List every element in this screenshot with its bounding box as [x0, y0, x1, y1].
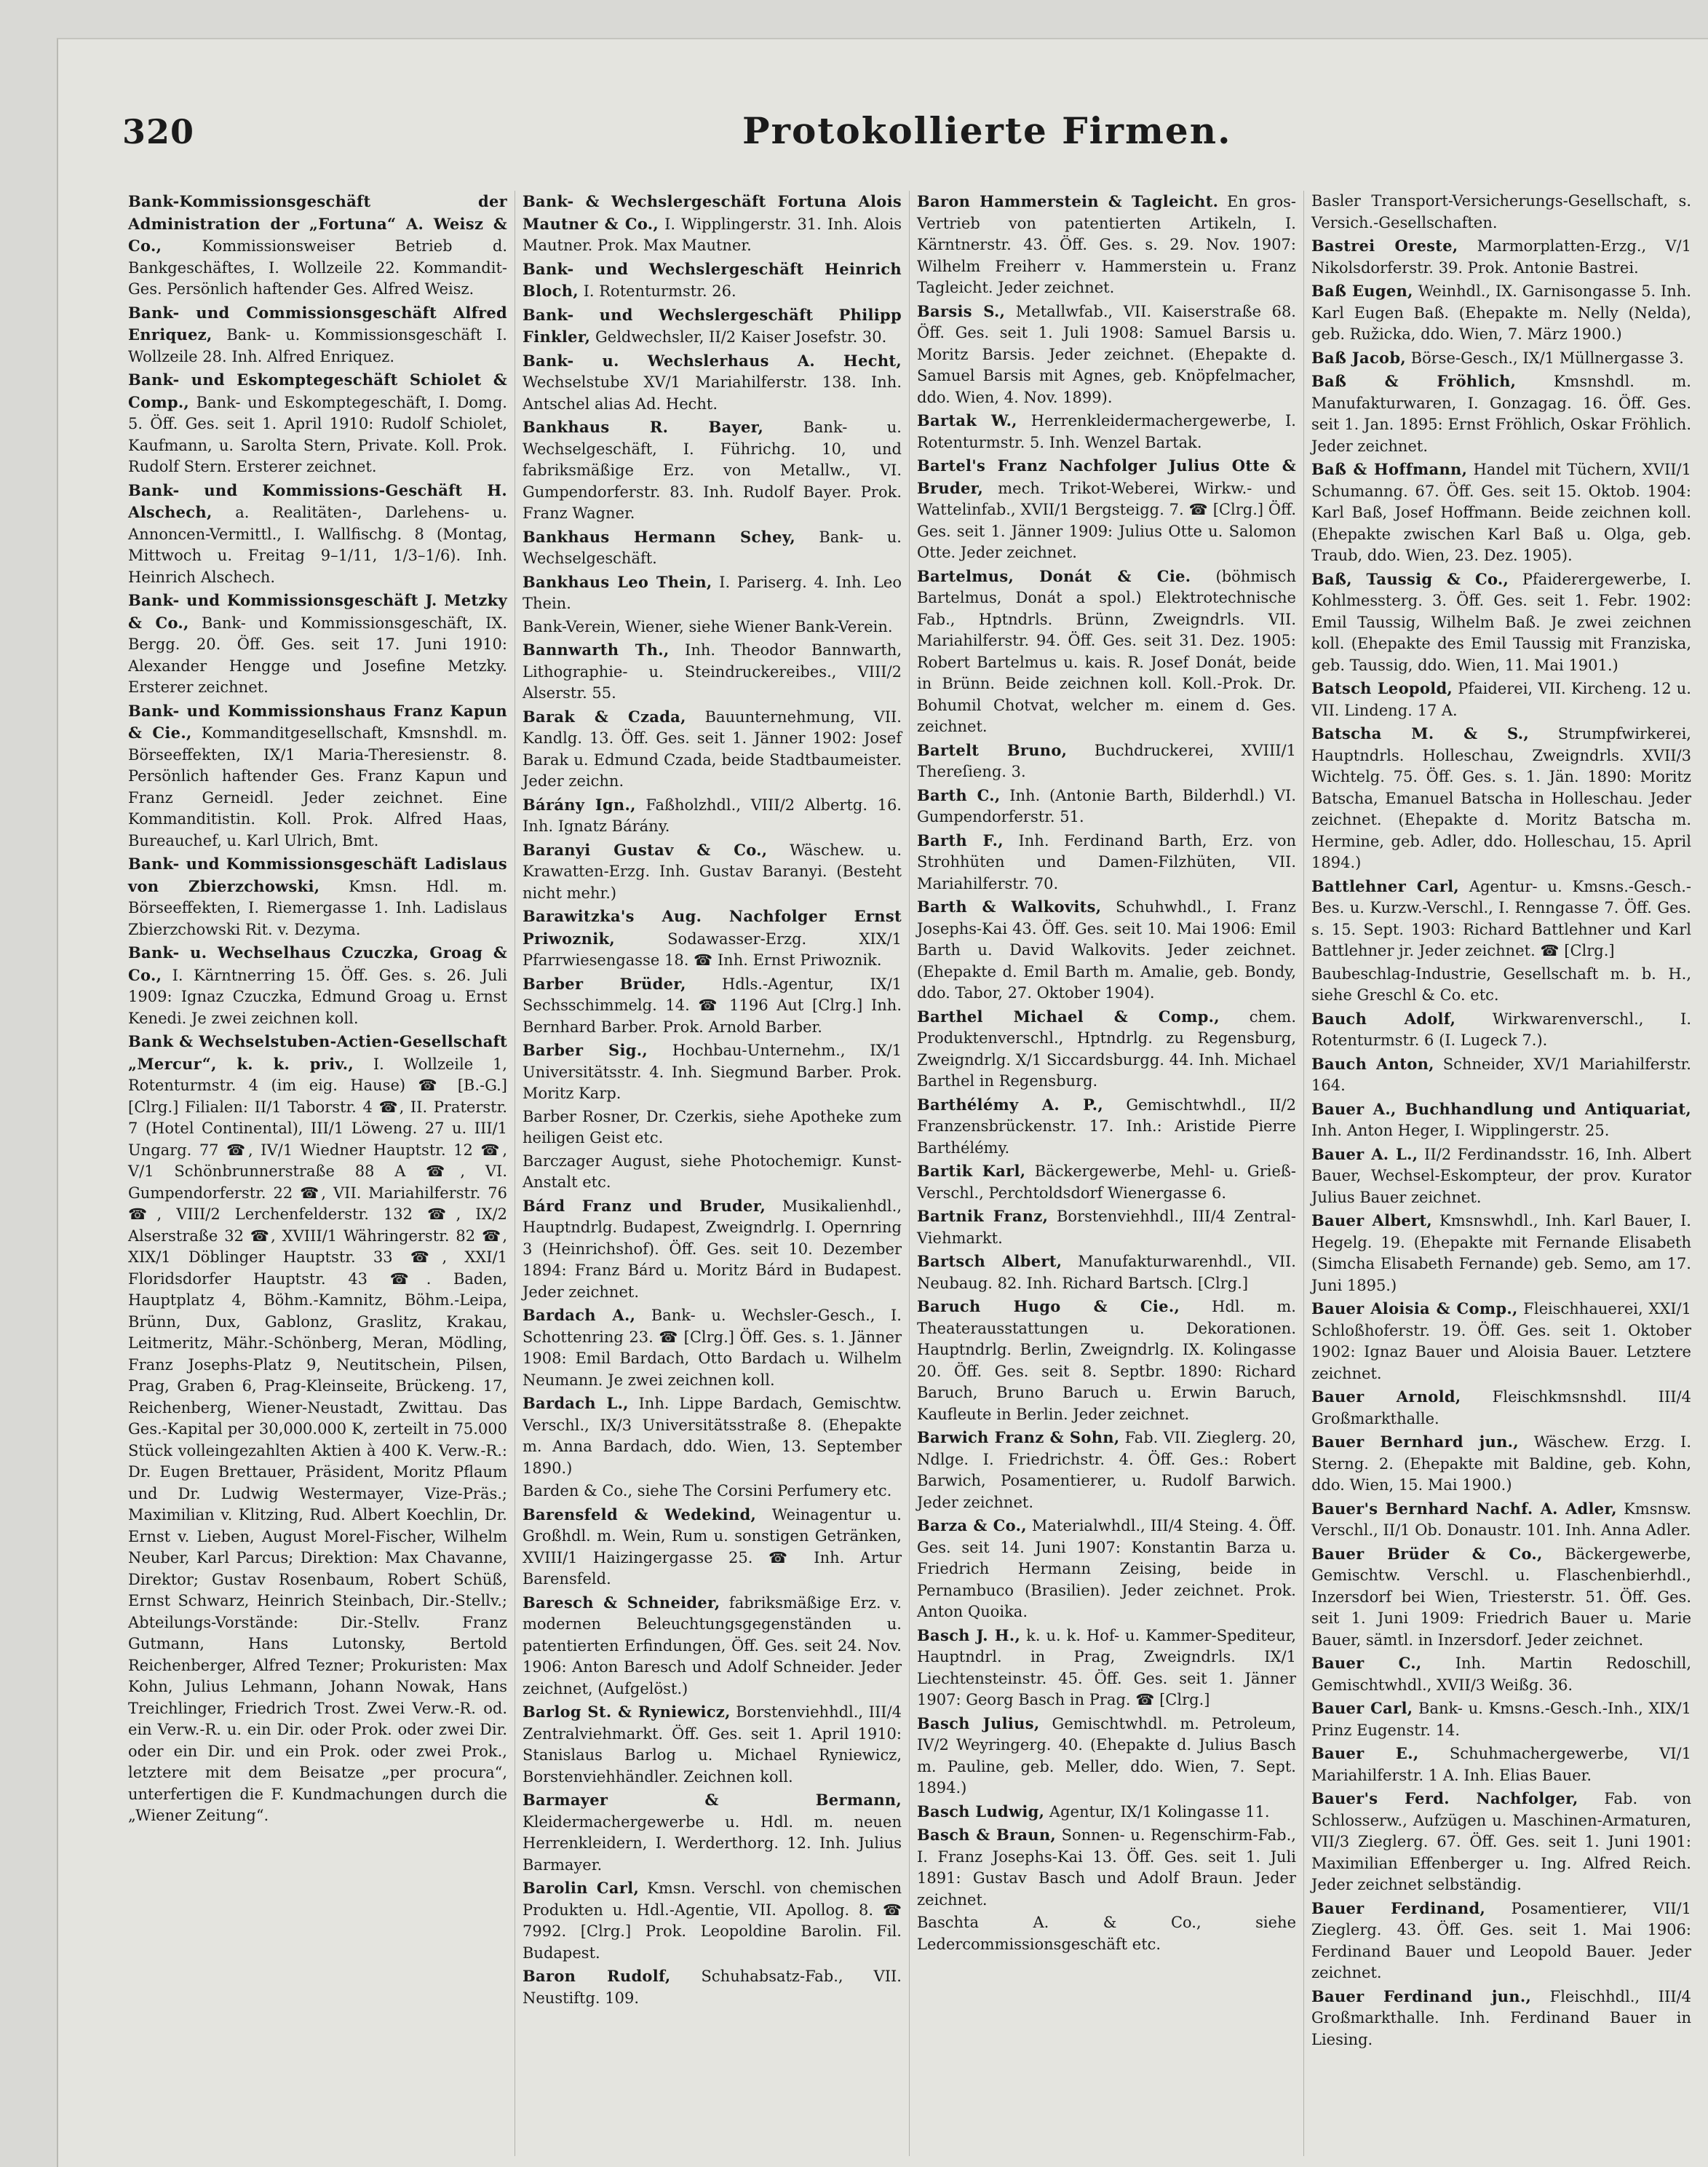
firm-name: Barthel Michael & Comp.,: [917, 1007, 1220, 1026]
firm-name: Barthélémy A. P.,: [917, 1095, 1104, 1114]
firm-entry: [523, 706, 902, 793]
firm-entry: [523, 191, 902, 257]
firm-entry: [523, 1039, 902, 1105]
firm-name: Bank- und Kommissionsgeschäft J. Metzky & Co.,: [128, 591, 507, 632]
firm-name: Baß Eugen,: [1311, 282, 1413, 300]
column-1: [121, 191, 515, 2156]
firm-details: Inh. (Antonie Barth, Bilderhdl.) VI. Gumpendorferstr. 51.: [917, 786, 1296, 825]
firm-entry: [523, 350, 902, 416]
directory-page: [57, 38, 1708, 2167]
firm-name: Batscha M. & S.,: [1311, 724, 1529, 742]
firm-entry: [1311, 191, 1691, 234]
firm-details: Pfaiderergewerbe, I. Kohlmessterg. 3. Öff. Ges. seit 1. Febr. 1902: Emil Taussig, Wilhelm Baß. Je zwei zeichnen koll. (Ehepakte des Emil Taussig mit Franziska, geb. Taussig, ddo. Wien, 11. Mai 1901.): [1311, 570, 1691, 674]
firm-entry: [128, 700, 507, 852]
firm-name: Bank- & Wechslergeschäft Fortuna Alois Mautner & Co.,: [523, 192, 902, 233]
firm-details: Bauunternehmung, VII. Kandlg. 13. Öff. Ges. seit 1. Jänner 1902: Josef Barak u. Edmund Czada, beide Stadtbaumeister. Jeder zeichn.: [523, 708, 902, 790]
firm-details: Inh. Anton Heger, I. Wipplingerstr. 25.: [1311, 1122, 1610, 1139]
firm-entry: [128, 191, 507, 301]
firm-name: Barak & Czada,: [523, 707, 686, 726]
firm-details: mech. Trikot-Weberei, Wirkw.- und Wattelinfab., XVII/1 Bergsteigg. 7. ☎ [Clrg.] Öff. Ges. seit 1. Jänner 1909: Julius Otte u. Salomon Otte. Jeder zeichnet.: [917, 479, 1296, 561]
firm-details: Wäschew. Erzg. I. Sterng. 2. (Ehepakte mit Baldine, geb. Kohn, ddo. Wien, 15. Mai 1900.): [1311, 1433, 1691, 1494]
firm-name: Bárd Franz und Bruder,: [523, 1196, 766, 1215]
directory-columns: [121, 191, 1700, 2156]
firm-details: Fleischkmsnshdl. III/4 Großmarkthalle.: [1311, 1388, 1691, 1427]
firm-name: Barmayer & Bermann,: [523, 1791, 902, 1809]
firm-entry: [523, 1106, 902, 1149]
firm-name: Bartelmus, Donát & Cie.: [917, 566, 1191, 585]
firm-entry: [1311, 1386, 1691, 1430]
firm-details: Baschta A. & Co., siehe Ledercommissionsgeschäft etc.: [917, 1914, 1296, 1953]
firm-details: Bank- u. Wechselgeschäft.: [523, 528, 902, 567]
column-3: [910, 191, 1304, 2156]
firm-entry: [128, 942, 507, 1029]
firm-name: Bartel's Franz Nachfolger Julius Otte & Bruder,: [917, 456, 1296, 497]
firm-name: Basch Julius,: [917, 1714, 1040, 1732]
firm-details: Kmsnshdl. m. Manufakturwaren, I. Gonzagag. 16. Öff. Ges. seit 1. Jan. 1895: Ernst Fröhlich, Oskar Fröhlich. Jeder zeichnet.: [1311, 373, 1691, 455]
firm-entry: [917, 566, 1296, 738]
firm-details: fabriksmäßige Erz. v. modernen Beleuchtungsgegenständen u. patentierten Erfindungen, Öff. Ges. seit 24. Nov. 1906: Anton Baresch und Adolf Schneider. Jeder zeichnet, (Aufgelöst.): [523, 1593, 902, 1697]
firm-details: Hdls.-Agentur, IX/1 Sechsschimmelg. 14. ☎ 1196 Aut [Clrg.] Inh. Bernhard Barber. Prok. Arnold Barber.: [523, 975, 902, 1036]
firm-details: Schuhabsatz-Fab., VII. Neustiftg. 109.: [523, 1968, 902, 2007]
firm-name: Bank- und Kommissionshaus Franz Kapun & Cie.,: [128, 701, 507, 742]
firm-entry: [523, 416, 902, 525]
firm-details: Agentur, IX/1 Kolingasse 11.: [1049, 1802, 1270, 1821]
firm-details: Bank- und Eskomptegeschäft, I. Domg. 5. Öff. Ges. seit 1. April 1910: Rudolf Schiolet, Kaufmann, u. Sarolta Stern, Private. Koll. Prok. Rudolf Stern. Ersterer zeichnet.: [128, 393, 507, 475]
page-title: Protokollierte Firmen.: [742, 109, 1232, 152]
firm-name: Bartelt Bruno,: [917, 740, 1068, 759]
firm-name: Baruch Hugo & Cie.,: [917, 1297, 1180, 1315]
firm-entry: [128, 369, 507, 478]
firm-details: Agentur- u. Kmsns.-Gesch.-Bes. u. Kurzw.-Verschl., I. Renngasse 7. Öff. Ges. s. 15. Sept. 1903: Richard Battlehner und Karl Battlehner jr. Jeder zeichnet. ☎ [Clrg.]: [1311, 877, 1692, 959]
firm-details: Borstenviehhdl., III/4 Zentralviehmarkt. Öff. Ges. seit 1. April 1910: Stanislaus Barlog u. Michael Ryniewicz, Borstenviehhändler. Zeichnen koll.: [523, 1703, 902, 1786]
firm-name: Barolin Carl,: [523, 1879, 640, 1897]
firm-entry: [1311, 678, 1691, 721]
firm-entry: [1311, 1431, 1691, 1497]
firm-details: k. u. k. Hof- u. Kammer-Spediteur, Hauptndrl. in Prag, Zweigndrls. IX/1 Liechtensteinstr. 45. Öff. Ges. seit 1. Jänner 1907: Georg Basch in Prag. ☎ [Clrg.]: [917, 1626, 1296, 1708]
firm-details: Fleischhauerei, XXI/1 Schloßhoferstr. 19. Öff. Ges. seit 1. Oktober 1902: Ignaz Bauer und Aloisia Bauer. Letztere zeichnet.: [1311, 1300, 1691, 1382]
firm-entry: [523, 1877, 902, 1964]
column-2: [515, 191, 910, 2156]
firm-entry: [523, 1481, 902, 1502]
firm-entry: [1311, 876, 1691, 962]
firm-details: chem. Produktenverschl., Hptndrlg. zu Regensburg, Zweigndrlg. X/1 Siccardsburgg. 44. Inh. Michael Barthel in Regensburg.: [917, 1007, 1296, 1090]
firm-name: Baresch & Schneider,: [523, 1593, 720, 1612]
firm-details: Inh. Theodor Bannwarth, Lithographie- u. Steindruckereibes., VIII/2 Alserstr. 55.: [523, 641, 902, 702]
firm-details: Hochbau-Unternehm., IX/1 Universitätsstr. 4. Inh. Siegmund Barber. Prok. Moritz Karp.: [523, 1042, 902, 1102]
firm-details: Fab. VII. Zieglerg. 20, Ndlge. I. Friedrichstr. 4. Öff. Ges.: Robert Barwich, Posamentierer, u. Rudolf Barwich. Jeder zeichnet.: [917, 1429, 1296, 1511]
firm-name: Bardach A.,: [523, 1306, 636, 1324]
firm-entry: [1311, 964, 1691, 1007]
firm-entry: [523, 839, 902, 905]
firm-name: Bauer A., Buchhandlung und Antiquariat,: [1311, 1099, 1691, 1118]
firm-entry: [1311, 1008, 1691, 1052]
firm-details: Basler Transport-Versicherungs-Gesellschaft, s. Versich.-Gesellschaften.: [1311, 192, 1691, 231]
firm-entry: [523, 1304, 902, 1391]
firm-entry: [1311, 347, 1691, 370]
firm-entry: [917, 1824, 1296, 1911]
firm-entry: [1311, 1788, 1691, 1896]
firm-details: II/2 Ferdinandsstr. 16, Inh. Albert Bauer, Wechsel-Eskompteur, der prov. Kurator Julius Bauer zeichnet.: [1311, 1145, 1691, 1206]
firm-entry: [1311, 459, 1691, 567]
firm-name: Bauer E.,: [1311, 1744, 1419, 1762]
firm-entry: [1311, 1898, 1691, 1984]
firm-details: Kmsn. Verschl. von chemischen Produkten u. Hdl.-Agentie, VII. Apollog. 8. ☎ 7992. [Clrg.] Prok. Leopoldine Barolin. Fil. Budapest.: [523, 1879, 902, 1962]
firm-details: Hdl. m. Theaterausstattungen u. Dekorationen. Hauptndrlg. Berlin, Zweigndrlg. IX. Kolingasse 20. Öff. Ges. seit 8. Septbr. 1890: Richard Baruch, Bruno Baruch u. Erwin Baruch, Kaufleute in Berlin. Jeder zeichnet.: [917, 1298, 1296, 1423]
firm-details: Materialwhdl., III/4 Steing. 4. Öff. Ges. seit 14. Juni 1907: Konstantin Barza u. Friedrich Hermann Zeising, beide in Pernambuco (Brasilien). Jeder zeichnet. Prok. Anton Quoika.: [917, 1517, 1297, 1620]
firm-details: Barden & Co., siehe The Corsini Perfumery etc.: [523, 1482, 892, 1500]
firm-name: Bartsch Albert,: [917, 1252, 1062, 1270]
firm-entry: [128, 302, 507, 368]
firm-entry: [1311, 1210, 1691, 1296]
firm-entry: [128, 853, 507, 940]
firm-entry: [917, 1296, 1296, 1425]
firm-name: Baß & Fröhlich,: [1311, 372, 1517, 390]
firm-details: Wirkwarenverschl., I. Rotenturmstr. 6 (I. Lugeck 7.).: [1311, 1010, 1691, 1049]
firm-entry: [1311, 280, 1691, 346]
firm-name: Bank- und Wechslergeschäft Heinrich Bloch,: [523, 259, 902, 300]
firm-details: Weinhdl., IX. Garnisongasse 5. Inh. Karl Eugen Baß. (Ehepakte m. Nelly (Nelda), geb. Ružicka, ddo. Wien, 7. März 1900.): [1311, 282, 1691, 343]
column-4: [1304, 191, 1699, 2156]
firm-details: Fleischhdl., III/4 Großmarkthalle. Inh. Ferdinand Bauer in Liesing.: [1311, 1987, 1691, 2048]
firm-details: Inh. Lippe Bardach, Gemischtw. Verschl., IX/3 Universitätsstraße 8. (Ehepakte m. Anna Bardach, ddo. Wien, 13. September 1890.): [523, 1395, 902, 1477]
firm-details: Inh. Martin Redoschill, Gemischtwhdl., XVII/3 Weißg. 36.: [1311, 1655, 1691, 1694]
firm-details: Kommissionsweiser Betrieb d. Bankgeschäftes, I. Wollzeile 22. Kommandit-Ges. Persönlich haftender Ges. Alfred Weisz.: [128, 237, 507, 298]
firm-details: I. Wollzeile 1, Rotenturmstr. 4 (im eig. Hause) ☎ [B.-G.] [Clrg.] Filialen: II/1 Taborstr. 4 ☎, II. Praterstr. 7 (Hotel Continental), III/1 Löweng. 27 u. III/1 Ungarg. 77 ☎, IV/1 Wiedner Hauptstr. 12 ☎, V/1 Schönbrunnerstraße 88 A ☎, VI. Gumpendorferstr. 22 ☎, VII. Mariahilferstr. 76 ☎, VIII/2 Lerchenfelderstr. 132 ☎, IX/2 Alserstraße 32 ☎, XVIII/1 Währingerstr. 82 ☎, XIX/1 Döblinger Hauptstr. 33 ☎, XXI/1 Floridsdorfer Hauptstr. 43 ☎. Baden, Hauptplatz 4, Böhm.-Kamnitz, Böhm.-Leipa, Brünn, Dux, Gablonz, Graslitz, Krakau, Leitmeritz, Mähr.-Schönberg, Meran, Mödling, Franz Josephs-Platz 9, Neutitschein, Pilsen, Prag, Graben 6, Prag-Kleinseite, Brückeng. 17, Reichenberg, Wiener-Neustadt, Zwittau. Das Ges.-Kapital per 30,000.000 K, zerteilt in 75.000 Stück volleingezahlten Aktien à 400 K. Verw.-R.: Dr. Eugen Brettauer, Präsident, Moritz Pflaum und Dr. Ludwig Westermayer, Vize-Präs.; Maximilian v. Klitzing, Rud. Albert Koechlin, Dr. Ernst v. Lieben, August Morel-Fischer, Wilhelm Neuber, Karl Parcus; Direktion: Max Chavanne, Direktor; Gustav Rosenbaum, Robert Schüß, Ernst Schwarz, Heinrich Steinbach, Dir.-Stellv.; Abteilungs-Vorstände: Dir.-Stellv. Franz Gutmann, Hans Lutonsky, Bertold Reichenberger, Alfred Tezner; Prokuristen: Max Kohn, Julius Lehmann, Johann Nowak, Hans Treichlinger, Friedrich Trost. Zwei Verw.-R. od. ein Verw.-R. u. ein Dir. oder Prok. oder zwei Dir. oder ein Dir. und ein Prok. oder zwei Prok., letztere mit dem Beisatze „per procura“, unterfertigen die F. Kundmachungen durch die „Wiener Zeitung“.: [128, 1055, 507, 1824]
firm-details: En gros-Vertrieb von patentierten Artikeln, I. Kärntnerstr. 43. Öff. Ges. s. 29. Nov. 1907: Wilhelm Freiherr v. Hammerstein u. Franz Tagleicht. Jeder zeichnet.: [917, 193, 1296, 296]
page-header: [58, 39, 1708, 178]
firm-name: Basch J. H.,: [917, 1625, 1021, 1644]
firm-name: Bardach L.,: [523, 1394, 629, 1412]
firm-name: Bank & Wechselstuben-Actien-Gesellschaft „Mercur“, k. k. priv.,: [128, 1032, 507, 1073]
firm-details: Bank- u. Wechselgeschäft, I. Führichg. 10, und fabriksmäßige Erz. von Metallw., VI. Gumpendorferstr. 83. Inh. Rudolf Bayer. Prok. Franz Wagner.: [523, 419, 902, 522]
firm-entry: [917, 1006, 1296, 1093]
firm-entry: [523, 1504, 902, 1590]
firm-name: Bauer Arnold,: [1311, 1387, 1461, 1406]
firm-entry: [523, 1592, 902, 1700]
firm-details: Geldwechsler, II/2 Kaiser Josefstr. 30.: [595, 328, 887, 346]
firm-details: Bank- u. Kommissionsgeschäft I. Wollzeile 28. Inh. Alfred Enriquez.: [128, 326, 507, 365]
firm-entry: [1311, 1298, 1691, 1384]
firm-entry: [523, 1151, 902, 1194]
firm-name: Bank-Kommissionsgeschäft der Administration der „Fortuna“ A. Weisz & Co.,: [128, 192, 507, 255]
firm-name: Barth C.,: [917, 785, 1001, 804]
firm-details: Sodawasser-Erzg. XIX/1 Pfarrwiesengasse 18. ☎ Inh. Ernst Priwoznik.: [523, 930, 902, 969]
firm-details: Handel mit Tüchern, XVII/1 Schumanng. 67. Öff. Ges. seit 15. Oktob. 1904: Karl Baß, Josef Hoffmann. Beide zeichnen koll. (Ehepakte zwischen Karl Baß u. Olga, geb. Traub, ddo. Wien, 23. Dez. 1905).: [1311, 461, 1691, 564]
firm-details: Faßholzhdl., VIII/2 Albertg. 16. Inh. Ignatz Bárány.: [523, 796, 902, 835]
firm-name: Bank- u. Wechslerhaus A. Hecht,: [523, 351, 902, 370]
firm-entry: [523, 1701, 902, 1788]
firm-name: Bauer Carl,: [1311, 1699, 1413, 1717]
firm-entry: [1311, 1098, 1691, 1142]
firm-name: Bank- und Kommissionsgeschäft Ladislaus von Zbierzchowski,: [128, 855, 507, 895]
firm-name: Bank- und Kommissions-Geschäft H. Alschech,: [128, 480, 507, 521]
firm-entry: [917, 1625, 1296, 1711]
firm-entry: [917, 1427, 1296, 1513]
firm-details: Bank- u. Kmsns.-Gesch.-Inh., XIX/1 Prinz Eugenstr. 14.: [1311, 1700, 1691, 1739]
firm-name: Baron Hammerstein & Tagleicht.: [917, 192, 1219, 210]
firm-details: Musikalienhdl., Hauptndrlg. Budapest, Zweigndrlg. I. Opernring 3 (Heinrichshof). Öff. Ges. seit 10. Dezember 1894: Franz Bárd u. Moritz Bárd in Budapest. Jeder zeichnet.: [523, 1197, 902, 1301]
firm-entry: [523, 526, 902, 570]
firm-name: Bauer Ferdinand jun.,: [1311, 1986, 1532, 2005]
firm-name: Barth & Walkovits,: [917, 898, 1102, 916]
firm-details: Bank-Verein, Wiener, siehe Wiener Bank-Verein.: [523, 617, 893, 635]
firm-details: Kmsnswhdl., Inh. Karl Bauer, I. Hegelg. 19. (Ehepakte mit Fernande Elisabeth (Simcha Elisabeth Fernande) geb. Semo, am 17. Juni 1895.): [1311, 1212, 1691, 1294]
firm-details: Marmorplatten-Erzg., V/1 Nikolsdorferstr. 39. Prok. Antonie Bastrei.: [1311, 237, 1691, 277]
firm-entry: [917, 191, 1296, 299]
firm-details: Wechselstube XV/1 Mariahilferstr. 138. Inh. Antschel alias Ad. Hecht.: [523, 373, 902, 413]
firm-name: Bauer's Ferd. Nachfolger,: [1311, 1789, 1578, 1807]
firm-entry: [1311, 1652, 1691, 1696]
firm-details: Fab. von Schlosserw., Aufzügen u. Maschinen-Armaturen, VII/3 Zieglerg. 67. Öff. Ges. seit 1. Juni 1901: Maximilian Effenberger u. Ing. Alfred Reich. Jeder zeichnet selbständig.: [1311, 1790, 1691, 1893]
page-number: 320: [122, 112, 195, 151]
firm-entry: [1311, 371, 1691, 457]
firm-entry: [917, 896, 1296, 1005]
firm-name: Bauer Albert,: [1311, 1211, 1432, 1229]
firm-name: Barza & Co.,: [917, 1516, 1027, 1534]
firm-name: Basch & Braun,: [917, 1826, 1057, 1844]
firm-entry: [523, 1392, 902, 1479]
firm-entry: [1311, 1144, 1691, 1209]
firm-entry: [128, 1031, 507, 1827]
firm-entry: [1311, 1697, 1691, 1741]
firm-entry: [917, 785, 1296, 828]
firm-name: Bauch Adolf,: [1311, 1009, 1456, 1028]
firm-entry: [1311, 1498, 1691, 1542]
firm-details: Schuhwhdl., I. Franz Josephs-Kai 43. Öff. Ges. seit 10. Mai 1906: Emil Barth u. David Walkovits. Jeder zeichnet. (Ehepakte d. Emil Barth m. Amalie, geb. Bondy, ddo. Tabor, 27. Oktober 1904).: [917, 898, 1296, 1002]
firm-details: Borstenviehhdl., III/4 Zentral-Viehmarkt.: [917, 1208, 1296, 1247]
firm-entry: [523, 571, 902, 615]
firm-details: Barber Rosner, Dr. Czerkis, siehe Apotheke zum heiligen Geist etc.: [523, 1107, 902, 1146]
firm-entry: [523, 794, 902, 838]
firm-details: Börse-Gesch., IX/1 Müllnergasse 3.: [1410, 349, 1684, 367]
firm-details: Kommanditgesellschaft, Kmsnshdl. m. Börseeffekten, IX/1 Maria-Theresienstr. 8. Persönlich haftender Ges. Franz Kapun und Franz Gerneidl. Jeder zeichnet. Eine Kommanditistin. Koll. Prok. Alfred Haas, Bureauchef, u. Karl Ulrich, Bmt.: [128, 724, 507, 849]
firm-details: Wäschew. u. Krawatten-Erzg. Inh. Gustav Baranyi. (Besteht nicht mehr.): [523, 841, 902, 902]
firm-details: I. Pariserg. 4. Inh. Leo Thein.: [523, 573, 902, 612]
firm-name: Bauer Ferdinand,: [1311, 1898, 1486, 1917]
firm-entry: [523, 906, 902, 972]
firm-entry: [128, 480, 507, 589]
firm-entry: [917, 1515, 1296, 1623]
firm-name: Bartik Karl,: [917, 1162, 1026, 1180]
firm-name: Barensfeld & Wedekind,: [523, 1505, 757, 1524]
firm-details: a. Realitäten-, Darlehens- u. Annoncen-Vermittl., I. Wallfischg. 8 (Montag, Mittwoch u. Freitag 9–1/11, 1/3–1/6). Inh. Heinrich Alschech.: [128, 504, 507, 586]
firm-details: Bäckergewerbe, Mehl- u. Grieß-Verschl., Perchtoldsdorf Wienergasse 6.: [917, 1162, 1296, 1202]
firm-name: Bauer Aloisia & Comp.,: [1311, 1299, 1518, 1318]
firm-entry: [917, 410, 1296, 453]
firm-entry: [917, 1251, 1296, 1294]
firm-details: Bank- u. Wechsler-Gesch., I. Schottenring 23. ☎ [Clrg.] Öff. Ges. s. 1. Jänner 1908: Emil Bardach, Otto Bardach u. Wilhelm Neumann. Je zwei zeichnen koll.: [523, 1307, 902, 1389]
firm-entry: [1311, 723, 1691, 874]
firm-name: Barsis S.,: [917, 301, 1006, 320]
firm-name: Barth F.,: [917, 831, 1004, 849]
firm-name: Barwich Franz & Sohn,: [917, 1428, 1120, 1446]
firm-name: Bankhaus R. Bayer,: [523, 418, 764, 436]
firm-entry: [917, 740, 1296, 783]
firm-name: Barber Sig.,: [523, 1041, 648, 1059]
firm-details: Gemischtwhdl., II/2 Franzensbrückenstr. 17. Inh.: Aristide Pierre Barthélémy.: [917, 1096, 1296, 1157]
firm-details: Bank- und Kommissionsgeschäft, IX. Bergg. 20. Öff. Ges. seit 17. Juni 1910: Alexander Hengge und Josefine Metzky. Ersterer zeichnet.: [128, 614, 508, 696]
firm-name: Bankhaus Leo Thein,: [523, 572, 712, 591]
firm-entry: [917, 1801, 1296, 1823]
firm-entry: [917, 1205, 1296, 1249]
firm-details: Strumpfwirkerei, Hauptndrls. Holleschau, Zweigndrls. XVII/3 Wichtelg. 75. Öff. Ges. s. 1. Jän. 1890: Moritz Batscha, Emanuel Batscha in Holleschau. Jeder zeichnet. (Ehepakte d. Moritz Batscha m. Hermine, geb. Adler, ddo. Holleschau, 15. April 1894.): [1311, 725, 1691, 871]
firm-name: Bastrei Oreste,: [1311, 237, 1458, 255]
firm-details: Inh. Ferdinand Barth, Erz. von Strohhüten und Damen-Filzhüten, VII. Mariahilferstr. 70.: [917, 831, 1296, 892]
firm-name: Bank- und Eskomptegeschäft Schiolet & Comp.,: [128, 371, 507, 411]
firm-entry: [917, 301, 1296, 409]
firm-entry: [1311, 1543, 1691, 1652]
firm-entry: [1311, 569, 1691, 677]
firm-details: Herrenkleidermachergewerbe, I. Rotenturmstr. 5. Inh. Wenzel Bartak.: [917, 412, 1296, 451]
firm-name: Bank- und Commissionsgeschäft Alfred Enriquez,: [128, 303, 507, 344]
firm-details: Pfaiderei, VII. Kircheng. 12 u. VII. Lindeng. 17 A.: [1311, 680, 1691, 719]
firm-name: Basch Ludwig,: [917, 1802, 1045, 1821]
firm-entry: [523, 1965, 902, 2009]
firm-details: Buchdruckerei, XVIII/1 Thereſieng. 3.: [917, 741, 1296, 780]
firm-entry: [917, 1912, 1296, 1955]
firm-entry: [917, 1094, 1296, 1160]
firm-name: Bauer Bernhard jun.,: [1311, 1433, 1519, 1451]
firm-entry: [523, 304, 902, 349]
firm-name: Baß, Taussig & Co.,: [1311, 569, 1509, 588]
firm-entry: [523, 258, 902, 303]
firm-entry: [1311, 1053, 1691, 1097]
firm-details: (böhmisch Bartelmus, Donát a spol.) Elektrotechnische Fab., Hptndrls. Brünn, Zweigndrls. VII. Mariahilferstr. 94. Öff. Ges. seit 31. Dez. 1905: Robert Bartelmus u. kais. R. Josef Donát, beide in Brünn. Beide zeichnen koll. Koll.-Prok. Dr. Bohumil Chotvat, welcher m. einem d. Ges. zeichnet.: [917, 567, 1296, 735]
firm-name: Baß & Hoffmann,: [1311, 460, 1468, 478]
firm-details: Kmsn. Hdl. m. Börseeffekten, I. Riemergasse 1. Inh. Ladislaus Zbierzchowski Rit. v. Dezyma.: [128, 877, 507, 938]
firm-name: Bank- u. Wechselhaus Czuczka, Groag & Co.,: [128, 943, 507, 984]
firm-name: Barawitzka's Aug. Nachfolger Ernst Priwoznik,: [523, 907, 902, 948]
firm-name: Baranyi Gustav & Co.,: [523, 840, 768, 859]
firm-name: Barber Brüder,: [523, 974, 686, 993]
firm-name: Bannwarth Th.,: [523, 641, 670, 659]
firm-details: Kleidermachergewerbe u. Hdl. m. neuen Herrenkleidern, I. Werderthorg. 12. Inh. Julius Barmayer.: [523, 1813, 902, 1874]
firm-name: Baß Jacob,: [1311, 348, 1406, 367]
firm-details: Posamentierer, VII/1 Zieglerg. 43. Öff. Ges. seit 1. Mai 1906: Ferdinand Bauer und Leopold Bauer. Jeder zeichnet.: [1311, 1899, 1691, 1981]
firm-entry: [917, 455, 1296, 564]
firm-name: Bauch Anton,: [1311, 1054, 1434, 1073]
firm-details: Sonnen- u. Regenschirm-Fab., I. Franz Josephs-Kai 13. Öff. Ges. seit 1. Juli 1891: Gustav Basch und Adolf Braun. Jeder zeichnet.: [917, 1826, 1296, 1909]
firm-name: Bauer's Bernhard Nachf. A. Adler,: [1311, 1499, 1617, 1518]
firm-details: Weinagentur u. Großhdl. m. Wein, Rum u. sonstigen Getränken, XVIII/1 Haizingergasse 25. ☎ Inh. Artur Barensfeld.: [523, 1505, 902, 1588]
firm-entry: [523, 639, 902, 705]
firm-name: Bauer Brüder & Co.,: [1311, 1544, 1543, 1563]
firm-name: Baron Rudolf,: [523, 1967, 671, 1985]
firm-details: Schneider, XV/1 Mariahilferstr. 164.: [1311, 1055, 1691, 1094]
firm-entry: [917, 1713, 1296, 1799]
firm-entry: [523, 973, 902, 1039]
firm-name: Bauer A. L.,: [1311, 1144, 1418, 1163]
firm-name: Bartak W.,: [917, 411, 1017, 429]
firm-entry: [917, 1160, 1296, 1204]
firm-entry: [1311, 235, 1691, 279]
firm-entry: [523, 617, 902, 638]
firm-name: Bank- und Wechslergeschäft Philipp Finkler,: [523, 305, 902, 346]
firm-details: Kmsnsw. Verschl., II/1 Ob. Donaustr. 101. Inh. Anna Adler.: [1311, 1500, 1691, 1539]
firm-entry: [917, 830, 1296, 895]
firm-details: I. Wipplingerstr. 31. Inh. Alois Mautner. Prok. Max Mautner.: [523, 215, 902, 254]
firm-details: Metallwfab., VII. Kaiserstraße 68. Öff. Ges. seit 1. Juli 1908: Samuel Barsis u. Moritz Barsis. Jeder zeichnet. (Ehepakte d. Samuel Barsis mit Agnes, geb. Knöpfelmacher, ddo. Wien, 4. Nov. 1899).: [917, 302, 1296, 406]
firm-entry: [523, 1789, 902, 1876]
firm-details: Bäckergewerbe, Gemischtw. Verschl. u. Flaschenbierhdl., Inzersdorf bei Wien, Triesterstr. 51. Öff. Ges. seit 1. Juni 1909: Friedrich Bauer u. Marie Bauer, sämtl. in Inzersdorf. Jeder zeichnet.: [1311, 1545, 1691, 1649]
firm-details: Baubeschlag-Industrie, Gesellschaft m. b. H., siehe Greschl & Co. etc.: [1311, 964, 1691, 1004]
firm-details: Barczager August, siehe Photochemigr. Kunst-Anstalt etc.: [523, 1152, 902, 1191]
firm-entry: [1311, 1986, 1691, 2051]
firm-name: Batsch Leopold,: [1311, 679, 1453, 697]
firm-entry: [128, 590, 507, 699]
firm-details: Schuhmachergewerbe, VI/1 Mariahilferstr. 1 A. Inh. Elias Bauer.: [1311, 1745, 1691, 1784]
firm-details: Manufakturwarenhdl., VII. Neubaug. 82. Inh. Richard Bartsch. [Clrg.]: [917, 1253, 1296, 1292]
firm-name: Bankhaus Hermann Schey,: [523, 527, 795, 546]
firm-name: Bárány Ign.,: [523, 795, 636, 814]
firm-entry: [1311, 1743, 1691, 1786]
firm-details: Gemischtwhdl. m. Petroleum, IV/2 Weyringerg. 40. (Ehepakte d. Julius Basch m. Pauline, geb. Meller, ddo. Wien, 7. Sept. 1894.): [917, 1714, 1296, 1796]
firm-entry: [523, 1195, 902, 1304]
firm-name: Battlehner Carl,: [1311, 876, 1460, 895]
firm-name: Barlog St. & Ryniewicz,: [523, 1703, 731, 1721]
firm-details: I. Kärntnerring 15. Öff. Ges. s. 26. Juli 1909: Ignaz Czuczka, Edmund Groag u. Ernst Kenedi. Je zwei zeichnen koll.: [128, 966, 507, 1027]
firm-name: Bauer C.,: [1311, 1654, 1422, 1672]
firm-details: I. Rotenturmstr. 26.: [583, 282, 736, 300]
firm-name: Bartnik Franz,: [917, 1207, 1049, 1225]
